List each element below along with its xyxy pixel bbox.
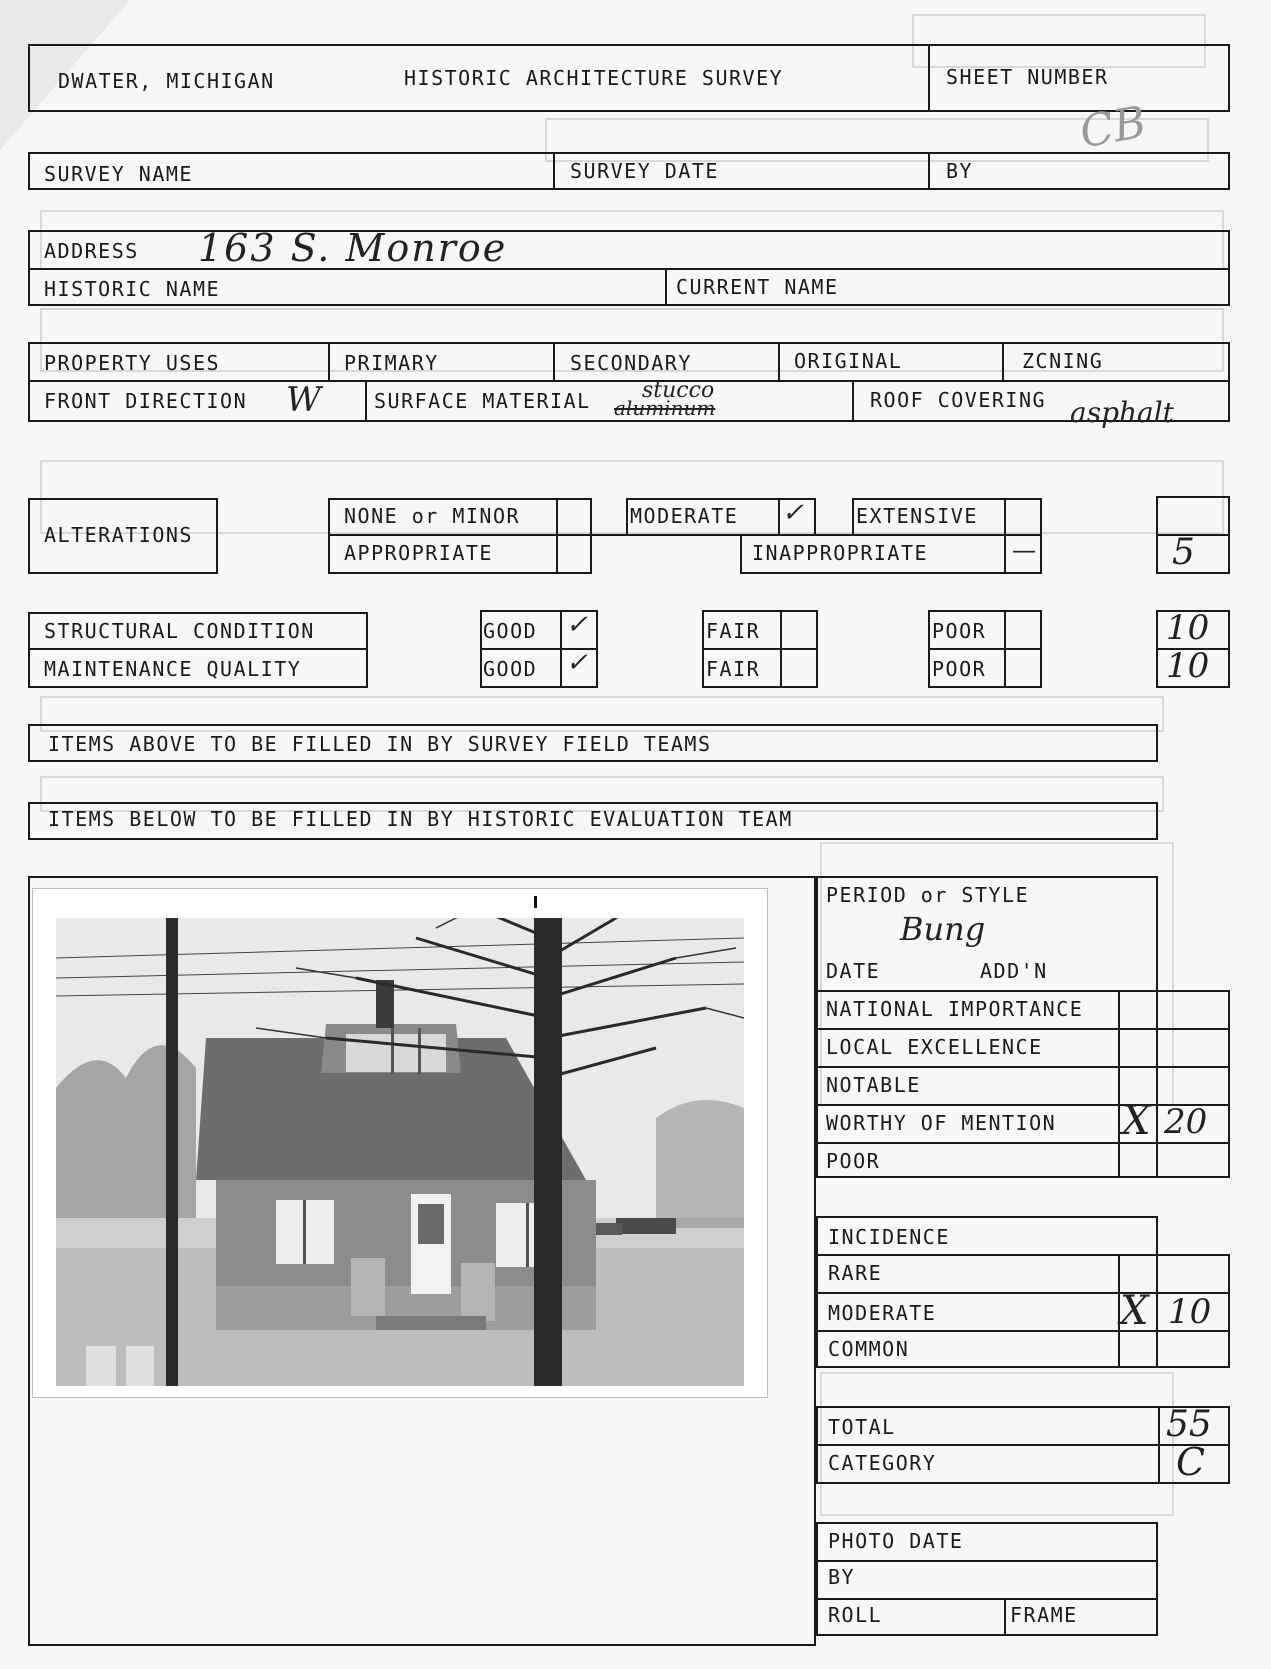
incidence-moderate-label: MODERATE — [828, 1301, 937, 1325]
property-uses-label: PROPERTY USES — [44, 351, 221, 375]
alterations-label: ALTERATIONS — [44, 523, 193, 547]
incidence-moderate-mark: X — [1120, 1288, 1149, 1334]
evaluation-team-note: ITEMS BELOW TO BE FILLED IN BY HISTORIC EVALUATION TEAM — [48, 807, 793, 831]
survey-by-label: BY — [946, 159, 974, 183]
address-value: 163 S. Monroe — [198, 226, 508, 270]
address-col-divider — [665, 268, 667, 306]
poor-rating-label: POOR — [826, 1149, 881, 1173]
alterations-col-divider — [556, 498, 558, 574]
photo-info-divider — [816, 1598, 1158, 1600]
poor-col-divider — [1004, 610, 1006, 688]
zoning-label: ZCNING — [1022, 349, 1104, 373]
period-style-value: Bung — [900, 910, 986, 948]
photo-date-label: PHOTO DATE — [828, 1529, 964, 1553]
incidence-col-divider — [1228, 1254, 1230, 1368]
national-importance-label: NATIONAL IMPORTANCE — [826, 997, 1084, 1021]
sheet-number-label: SHEET NUMBER — [946, 65, 1109, 89]
common-label: COMMON — [828, 1337, 910, 1361]
none-minor-label: NONE or MINOR — [344, 504, 521, 528]
worthy-mark: X — [1122, 1098, 1151, 1144]
maintenance-good-mark: ✓ — [566, 648, 588, 678]
front-direction-label: FRONT DIRECTION — [44, 389, 248, 413]
roof-covering-value: asphalt — [1070, 396, 1174, 429]
address-label: ADDRESS — [44, 239, 139, 263]
header-divider — [928, 44, 930, 112]
survey-name-label: SURVEY NAME — [44, 162, 193, 186]
worthy-of-mention-label: WORTHY OF MENTION — [826, 1111, 1057, 1135]
survey-location: DWATER, MICHIGAN — [58, 69, 275, 93]
property-col-divider — [328, 342, 330, 380]
extensive-label: EXTENSIVE — [856, 504, 978, 528]
incidence-divider — [1118, 1366, 1230, 1368]
fair-divider — [702, 648, 818, 650]
evaluation-divider — [816, 1066, 1230, 1068]
total-label: TOTAL — [828, 1415, 896, 1439]
roll-label: ROLL — [828, 1603, 883, 1627]
property-col-divider — [1002, 342, 1004, 380]
initials-mark: CB — [1076, 96, 1150, 159]
structural-good-mark: ✓ — [566, 610, 588, 640]
category-label: CATEGORY — [828, 1451, 937, 1475]
field-team-note: ITEMS ABOVE TO BE FILLED IN BY SURVEY FIELD TEAMS — [48, 732, 712, 756]
survey-row-divider — [553, 152, 555, 190]
property-col-divider — [365, 380, 367, 422]
inappropriate-mark: — — [1012, 536, 1036, 564]
evaluation-divider — [1118, 1176, 1230, 1178]
frame-label: FRAME — [1010, 1603, 1078, 1627]
property-col-divider — [778, 342, 780, 380]
evaluation-divider — [816, 1028, 1230, 1030]
moderate-divider — [778, 498, 780, 536]
photo-info-divider — [816, 1560, 1158, 1562]
evaluation-divider — [816, 990, 1230, 992]
primary-label: PRIMARY — [344, 351, 439, 375]
inappropriate-label: INAPPROPRIATE — [752, 541, 929, 565]
maintenance-good-label: GOOD — [483, 657, 538, 681]
current-name-label: CURRENT NAME — [676, 275, 839, 299]
form-title: HISTORIC ARCHITECTURE SURVEY — [404, 66, 784, 90]
structural-fair-label: FAIR — [706, 619, 761, 643]
appropriate-label: APPROPRIATE — [344, 541, 493, 565]
structural-score: 10 — [1166, 608, 1210, 648]
front-direction-value: W — [286, 380, 321, 420]
historic-name-label: HISTORIC NAME — [44, 277, 221, 301]
incidence-divider — [816, 1254, 1230, 1256]
evaluation-col-divider — [1118, 990, 1120, 1178]
evaluation-col-divider — [1228, 990, 1230, 1178]
notable-label: NOTABLE — [826, 1073, 921, 1097]
worthy-score: 20 — [1164, 1102, 1208, 1142]
original-label: ORIGINAL — [794, 349, 903, 373]
moderate-mark: ✓ — [782, 498, 804, 528]
surface-material-struck: aluminum — [614, 396, 716, 420]
surface-material-value: stucco — [642, 378, 715, 403]
moderate-label: MODERATE — [630, 504, 739, 528]
photo-tick-mark — [534, 896, 537, 908]
evaluation-divider — [816, 1142, 1230, 1144]
structural-poor-label: POOR — [932, 619, 987, 643]
total-value: 55 — [1166, 1404, 1212, 1445]
secondary-label: SECONDARY — [570, 351, 692, 375]
date-label: DATE — [826, 959, 881, 983]
property-row-divider — [28, 380, 1230, 382]
structural-condition-label: STRUCTURAL CONDITION — [44, 619, 315, 643]
incidence-moderate-score: 10 — [1168, 1292, 1212, 1332]
maintenance-score: 10 — [1166, 646, 1210, 686]
addn-label: ADD'N — [980, 959, 1048, 983]
period-style-label: PERIOD or STYLE — [826, 883, 1030, 907]
totals-col-divider — [1158, 1406, 1160, 1484]
category-value: C — [1176, 1440, 1206, 1484]
fair-col-divider — [780, 610, 782, 688]
maintenance-fair-label: FAIR — [706, 657, 761, 681]
structural-good-label: GOOD — [483, 619, 538, 643]
condition-row-divider — [28, 648, 368, 650]
photo-info-col-divider — [1004, 1598, 1006, 1636]
good-col-divider — [560, 610, 562, 688]
roof-covering-label: ROOF COVERING — [870, 388, 1047, 412]
local-excellence-label: LOCAL EXCELLENCE — [826, 1035, 1043, 1059]
survey-date-label: SURVEY DATE — [570, 159, 719, 183]
incidence-label: INCIDENCE — [828, 1225, 950, 1249]
property-col-divider — [553, 342, 555, 380]
poor-divider — [928, 648, 1042, 650]
maintenance-quality-label: MAINTENANCE QUALITY — [44, 657, 302, 681]
surface-material-label: SURFACE MATERIAL — [374, 389, 591, 413]
survey-row-divider — [928, 152, 930, 190]
photo-by-label: BY — [828, 1565, 856, 1589]
rare-label: RARE — [828, 1261, 883, 1285]
alterations-score: 5 — [1172, 532, 1195, 573]
maintenance-poor-label: POOR — [932, 657, 987, 681]
house-photo — [56, 918, 744, 1386]
property-col-divider — [852, 380, 854, 422]
